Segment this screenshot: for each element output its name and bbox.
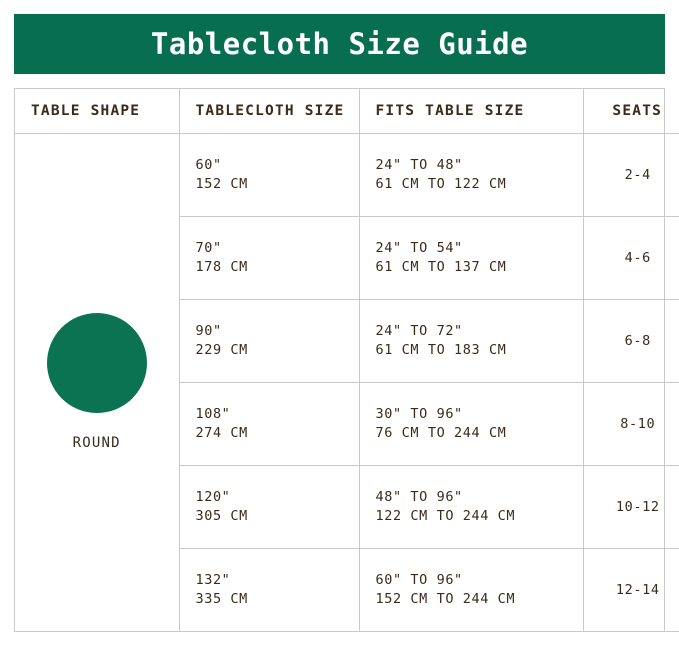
size-cm: 335 CM — [195, 590, 248, 607]
size-cm: 178 CM — [195, 258, 248, 275]
cell-tablecloth-size — [179, 216, 359, 299]
fits-inches: 30" TO 96" — [375, 405, 463, 422]
size-inches: 60" — [195, 156, 222, 173]
shape-cell-round — [15, 133, 179, 631]
size-inches: 90" — [195, 322, 222, 339]
cell-fits-table-size — [359, 216, 583, 299]
cell-fits-table-size — [359, 548, 583, 631]
header-banner — [14, 14, 665, 74]
fits-inches: 24" TO 72" — [375, 322, 463, 339]
column-header-seats: SEATS — [583, 89, 679, 133]
table-header-row — [15, 89, 679, 133]
cell-fits-table-size — [359, 382, 583, 465]
size-inches: 70" — [195, 239, 222, 256]
fits-inches: 24" TO 48" — [375, 156, 463, 173]
size-cm: 152 CM — [195, 175, 248, 192]
cell-tablecloth-size — [179, 133, 359, 216]
column-header-fits-table-size: FITS TABLE SIZE — [359, 89, 583, 133]
fits-cm: 61 CM TO 122 CM — [375, 175, 507, 192]
cell-fits-table-size — [359, 133, 583, 216]
size-inches: 132" — [195, 571, 231, 588]
fits-cm: 152 CM TO 244 CM — [375, 590, 516, 607]
cell-seats: 12-14 — [583, 548, 679, 631]
tablecloth-size-table — [15, 89, 679, 632]
size-inches: 120" — [195, 488, 231, 505]
table-row — [15, 133, 679, 216]
fits-inches: 24" TO 54" — [375, 239, 463, 256]
cell-tablecloth-size — [179, 299, 359, 382]
fits-cm: 76 CM TO 244 CM — [375, 424, 507, 441]
cell-fits-table-size — [359, 299, 583, 382]
cell-seats: 8-10 — [583, 382, 679, 465]
size-inches: 108" — [195, 405, 231, 422]
shape-label: ROUND — [72, 435, 121, 451]
fits-inches: 48" TO 96" — [375, 488, 463, 505]
cell-fits-table-size — [359, 465, 583, 548]
circle-shape-icon — [47, 313, 147, 413]
fits-cm: 122 CM TO 244 CM — [375, 507, 516, 524]
size-table-container — [14, 88, 665, 632]
table-header — [15, 89, 679, 133]
column-header-table-shape: TABLE SHAPE — [15, 89, 179, 133]
size-cm: 274 CM — [195, 424, 248, 441]
cell-seats: 2-4 — [583, 133, 679, 216]
table-body — [15, 133, 679, 631]
cell-seats: 4-6 — [583, 216, 679, 299]
cell-seats: 6-8 — [583, 299, 679, 382]
cell-seats: 10-12 — [583, 465, 679, 548]
size-cm: 229 CM — [195, 341, 248, 358]
fits-cm: 61 CM TO 137 CM — [375, 258, 507, 275]
cell-tablecloth-size — [179, 548, 359, 631]
fits-inches: 60" TO 96" — [375, 571, 463, 588]
size-cm: 305 CM — [195, 507, 248, 524]
cell-tablecloth-size — [179, 465, 359, 548]
cell-tablecloth-size — [179, 382, 359, 465]
column-header-tablecloth-size: TABLECLOTH SIZE — [179, 89, 359, 133]
fits-cm: 61 CM TO 183 CM — [375, 341, 507, 358]
page-title: Tablecloth Size Guide — [150, 27, 529, 61]
